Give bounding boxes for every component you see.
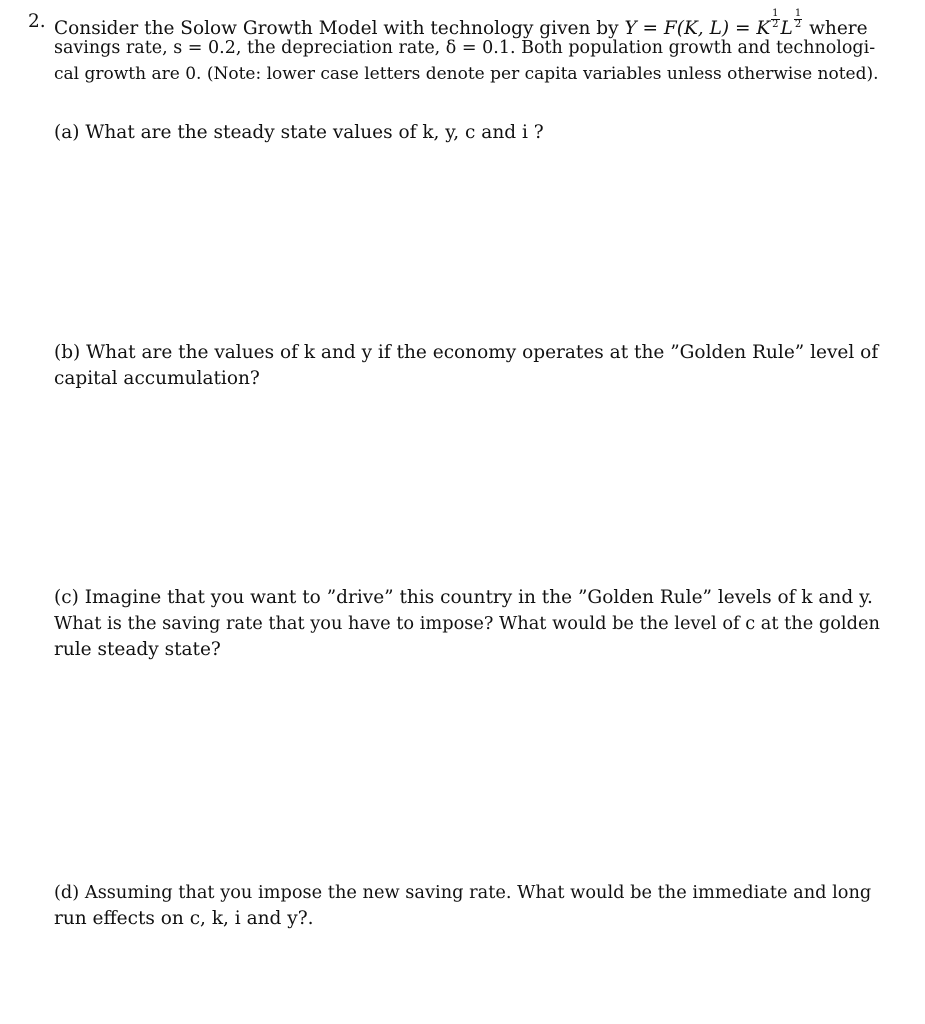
part-b-line-2: capital accumulation? xyxy=(54,368,260,389)
part-c-line-3: rule steady state? xyxy=(54,639,221,660)
labor-symbol: L xyxy=(780,18,793,40)
intro-text-1b: where xyxy=(803,18,868,40)
problem-number: 2. xyxy=(28,11,46,32)
exponent-l-denominator: 2 xyxy=(794,19,802,30)
part-d-label: (d) xyxy=(54,883,80,903)
exponent-k-denominator: 2 xyxy=(772,19,779,30)
exponent-k-numerator: 1 xyxy=(772,8,779,19)
part-a-line-1 xyxy=(54,120,544,146)
part-c-text-1: Imagine that you want to ”drive” this country in the ”Golden Rule” levels of k and y. xyxy=(84,587,873,608)
intro-line-2: savings rate, s = 0.2, the depreciation rate, δ = 0.1. Both population growth and technologi- xyxy=(54,38,876,58)
intro-line-3: cal growth are 0. (Note: lower case letters denote per capita variables unless otherwise noted). xyxy=(54,64,879,84)
exponent-l-numerator: 1 xyxy=(794,8,802,19)
production-function: Y = F(K, L) = K xyxy=(624,18,771,40)
part-d-line-1 xyxy=(54,880,871,906)
part-b-label: (b) xyxy=(54,342,81,363)
part-d-line-2: run effects on c, k, i and y?. xyxy=(54,908,314,929)
part-a-label: (a) xyxy=(54,122,80,143)
part-b-line-1 xyxy=(54,340,878,366)
part-d-text-1: Assuming that you impose the new saving rate. What would be the immediate and long xyxy=(84,883,872,903)
part-c-line-2: What is the saving rate that you have to impose? What would be the level of c at the golden xyxy=(54,614,880,634)
part-a-text: What are the steady state values of k, y, c and i ? xyxy=(85,122,544,143)
exponent-l xyxy=(794,9,802,30)
intro-text-1a: Consider the Solow Growth Model with technology given by xyxy=(54,18,625,40)
part-c-line-1 xyxy=(54,585,873,611)
part-c-label: (c) xyxy=(54,587,79,608)
part-b-text-1: What are the values of k and y if the economy operates at the ”Golden Rule” level of xyxy=(86,342,879,363)
exponent-k xyxy=(771,9,779,30)
